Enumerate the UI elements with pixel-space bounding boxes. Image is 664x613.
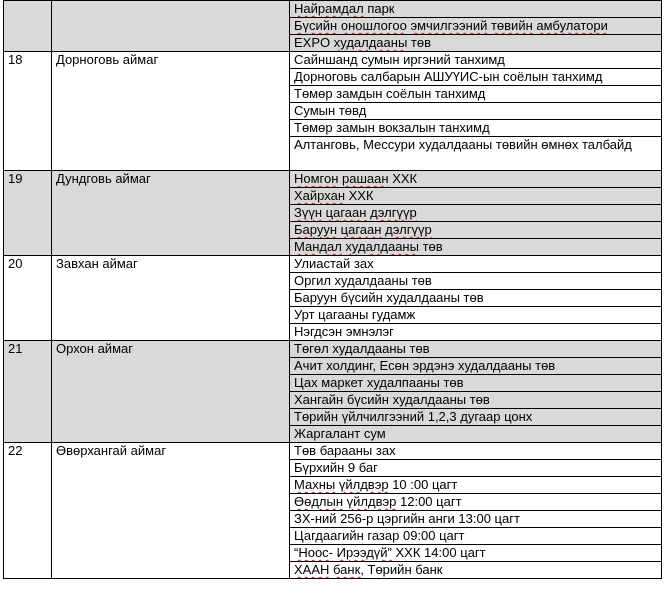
row-number: 18	[4, 52, 52, 171]
row-number	[4, 1, 52, 52]
row-number: 21	[4, 341, 52, 443]
location-item: Урт цагааны гудамж	[290, 307, 662, 324]
location-item: Сумын төвд	[290, 103, 662, 120]
location-item: Махны үйлдвэр 10 :00 цагт	[290, 477, 662, 494]
region-name: Дундговь аймаг	[52, 171, 290, 256]
location-item: Төрийн үйлчилгээний 1,2,3 дугаар цонх	[290, 409, 662, 426]
location-item: Ачит холдинг, Есөн эрдэнэ худалдааны төв	[290, 358, 662, 375]
location-item: Хангайн бүсийн худалдааны төв	[290, 392, 662, 409]
location-item: Нэгдсэн эмнэлэг	[290, 324, 662, 341]
location-item: Баруун бүсийн худалдааны төв	[290, 290, 662, 307]
table-row	[4, 1, 662, 18]
location-item: Төв барааны зах	[290, 443, 662, 460]
locations-table	[3, 0, 662, 579]
location-item: ХААН банк, Төрийн банк	[290, 562, 662, 579]
location-item: Мандал худалдааны төв	[290, 239, 662, 256]
location-item: Бүрхийн 9 баг	[290, 460, 662, 477]
location-item: Номгон рашаан ХХК	[290, 171, 662, 188]
location-item: Бүсийн оношлогоо эмчилгээний төвийн амбулатори	[290, 18, 662, 35]
location-item: Төгөл худалдааны төв	[290, 341, 662, 358]
table-row	[4, 52, 662, 69]
location-item: Улиастай зах	[290, 256, 662, 273]
location-item: Жаргалант сум	[290, 426, 662, 443]
row-number: 20	[4, 256, 52, 341]
location-item: Цах маркет худалпааны төв	[290, 375, 662, 392]
table-row	[4, 443, 662, 460]
location-item: “Ноос- Ирээдүй” ХХК 14:00 цагт	[290, 545, 662, 562]
location-item: Өөдлын үйлдвэр 12:00 цагт	[290, 494, 662, 511]
region-name: Дорноговь аймаг	[52, 52, 290, 171]
table-row	[4, 171, 662, 188]
region-name: Завхан аймаг	[52, 256, 290, 341]
location-item: Баруун цагаан дэлгүүр	[290, 222, 662, 239]
location-item: Найрамдал парк	[290, 1, 662, 18]
location-item: Зүүн цагаан дэлгүүр	[290, 205, 662, 222]
region-name	[52, 1, 290, 52]
row-number: 22	[4, 443, 52, 579]
location-item: Хайрхан ХХК	[290, 188, 662, 205]
table-row	[4, 256, 662, 273]
location-item: Цагдаагийн газар 09:00 цагт	[290, 528, 662, 545]
location-item: Алтанговь, Мессури худалдааны төвийн өмнөх талбайд	[290, 137, 662, 171]
location-item: EXPO худалдааны төв	[290, 35, 662, 52]
location-item: Төмөр замын вокзалын танхимд	[290, 120, 662, 137]
table-row	[4, 341, 662, 358]
location-item: Төмөр замдын соёлын танхимд	[290, 86, 662, 103]
location-item: Сайншанд сумын иргэний танхимд	[290, 52, 662, 69]
region-name: Өвөрхангай аймаг	[52, 443, 290, 579]
row-number: 19	[4, 171, 52, 256]
location-item: ЗХ-ний 256-р цэргийн анги 13:00 цагт	[290, 511, 662, 528]
region-name: Орхон аймаг	[52, 341, 290, 443]
location-item: Оргил худалдааны төв	[290, 273, 662, 290]
locations-table-body	[4, 1, 662, 579]
location-item: Дорноговь салбарын АШУҮИС-ын соёлын танхимд	[290, 69, 662, 86]
